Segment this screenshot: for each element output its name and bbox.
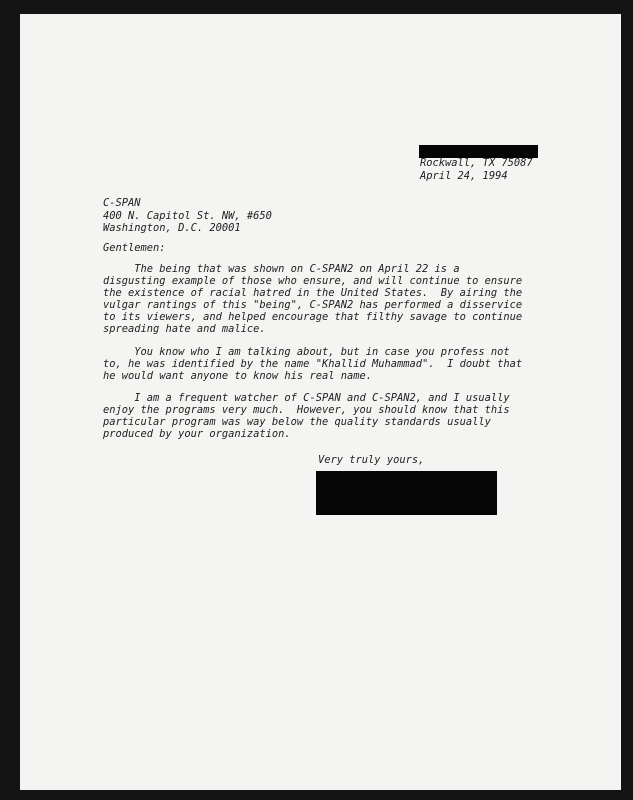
body-line: particular program was way below the quality standards usually <box>103 416 491 428</box>
body-line: the existence of racial hatred in the United States. By airing the <box>103 287 523 299</box>
body-line: he would want anyone to know his real name. <box>103 370 372 382</box>
salutation: Gentlemen: <box>103 242 166 254</box>
body-line: You know who I am talking about, but in case you profess not <box>103 346 510 358</box>
body-line: produced by your organization. <box>103 428 291 440</box>
body-line: spreading hate and malice. <box>103 323 266 335</box>
body-line: to, he was identified by the name "Khallid Muhammad". I doubt that <box>103 358 523 370</box>
recipient-line: C-SPAN <box>103 197 141 209</box>
recipient-line: 400 N. Capitol St. NW, #650 <box>103 210 272 222</box>
recipient-line: Washington, D.C. 20001 <box>103 222 241 234</box>
sender-city-line: Rockwall, TX 75087 <box>420 157 533 169</box>
letter-date: April 24, 1994 <box>420 170 508 182</box>
body-line: The being that was shown on C-SPAN2 on April 22 is a <box>103 263 460 275</box>
body-line: to its viewers, and helped encourage that filthy savage to continue <box>103 311 523 323</box>
redacted-signature <box>316 471 497 515</box>
body-line: disgusting example of those who ensure, and will continue to ensure <box>103 275 523 287</box>
body-line: I am a frequent watcher of C-SPAN and C-SPAN2, and I usually <box>103 392 510 404</box>
body-line: enjoy the programs very much. However, you should know that this <box>103 404 510 416</box>
closing: Very truly yours, <box>318 454 425 466</box>
body-line: vulgar rantings of this "being", C-SPAN2 has performed a disservice <box>103 299 523 311</box>
